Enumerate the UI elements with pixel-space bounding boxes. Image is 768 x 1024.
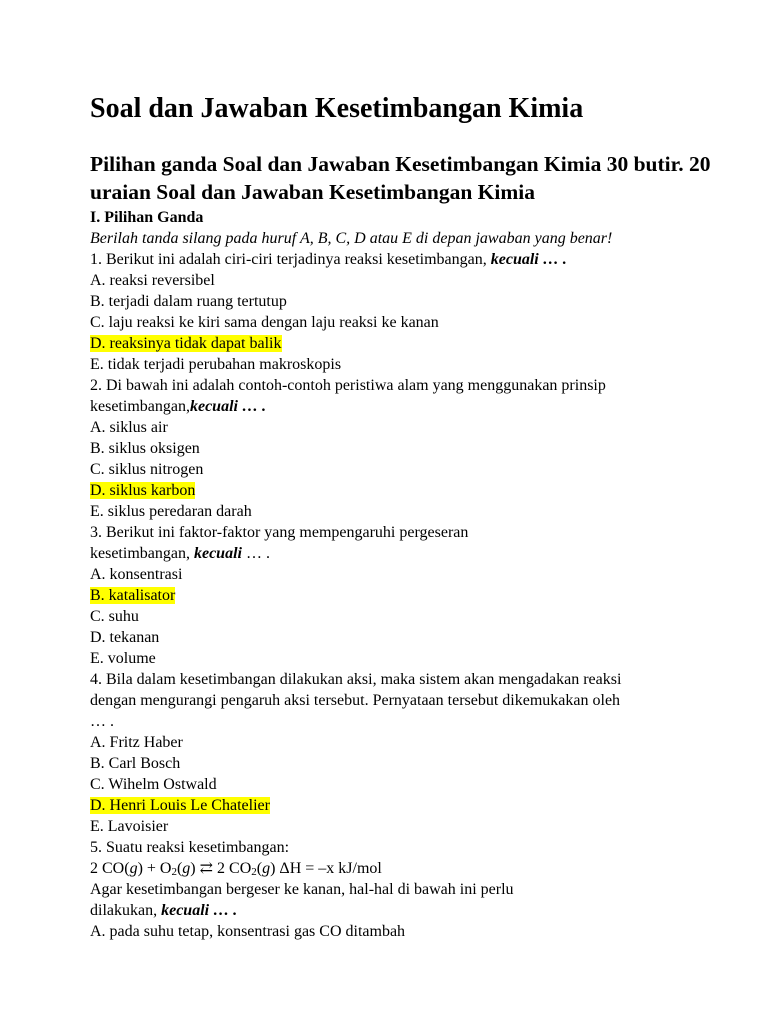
q1-option-d-answer — [90, 333, 728, 354]
question-3-line-2 — [90, 543, 728, 564]
q3-option-a: A. konsentrasi — [90, 566, 183, 583]
question-5-line-1: 5. Suatu reaksi kesetimbangan: — [90, 839, 290, 856]
equation-subscript: 2 — [171, 866, 177, 878]
q4-answer-highlight: D. Henri Louis Le Chatelier — [90, 797, 270, 814]
equation-part: ) + O — [137, 860, 172, 877]
question-4-line-1: 4. Bila dalam kesetimbangan dilakukan aksi, maka sistem akan mengadakan reaksi — [90, 671, 622, 688]
question-1 — [90, 249, 728, 270]
q1-option-c: C. laju reaksi ke kiri sama dengan laju reaksi ke kanan — [90, 314, 439, 331]
section-title: I. Pilihan Ganda — [90, 209, 204, 226]
question-5-equation — [90, 858, 728, 879]
question-4-line-3: … . — [90, 713, 114, 730]
q2-option-d-answer — [90, 480, 728, 501]
question-3-keyword: kecuali — [193, 545, 242, 562]
q4-option-d-answer — [90, 795, 728, 816]
q1-option-a: A. reaksi reversibel — [90, 272, 215, 289]
q2-answer-highlight: D. siklus karbon — [90, 482, 196, 499]
question-2-keyword: kecuali … . — [189, 398, 266, 415]
q1-option-e: E. tidak terjadi perubahan makroskopis — [90, 356, 342, 373]
q2-option-e: E. siklus peredaran darah — [90, 503, 252, 520]
q2-option-b: B. siklus oksigen — [90, 440, 200, 457]
equation-phase: g — [182, 860, 191, 877]
equation-phase: g — [129, 860, 138, 877]
question-5-keyword: kecuali … . — [161, 902, 238, 919]
question-5-text: dilakukan, — [90, 902, 162, 919]
q3-option-b-answer — [90, 585, 728, 606]
equation-part: 2 CO( — [90, 860, 130, 877]
instruction-text: Berilah tanda silang pada huruf A, B, C, D atau E di depan jawaban yang benar! — [90, 230, 613, 247]
q3-option-e: E. volume — [90, 650, 156, 667]
equation-subscript: 2 — [251, 866, 257, 878]
equation-part: ( — [256, 860, 263, 877]
q4-option-a: A. Fritz Haber — [90, 734, 183, 751]
q5-option-a: A. pada suhu tetap, konsentrasi gas CO ditambah — [90, 923, 406, 940]
document-title: Soal dan Jawaban Kesetimbangan Kimia — [90, 93, 584, 124]
equation-part: ) ΔH = –x kJ/mol — [270, 860, 382, 877]
question-3-text: kesetimbangan, — [90, 545, 194, 562]
equation-part: ( — [176, 860, 183, 877]
question-1-keyword: kecuali … . — [490, 251, 567, 268]
question-3-line-1: 3. Berikut ini faktor-faktor yang mempengaruhi pergeseran — [90, 524, 469, 541]
question-2-text: kesetimbangan, — [90, 398, 190, 415]
q2-option-c: C. siklus nitrogen — [90, 461, 204, 478]
question-4-line-2: dengan mengurangi pengaruh aksi tersebut. Pernyataan tersebut dikemukakan oleh — [90, 692, 621, 709]
question-1-text: 1. Berikut ini adalah ciri-ciri terjadinya reaksi kesetimbangan, — [90, 251, 491, 268]
question-5-line-2: Agar kesetimbangan bergeser ke kanan, hal-hal di bawah ini perlu — [90, 881, 514, 898]
q1-option-b: B. terjadi dalam ruang tertutup — [90, 293, 287, 310]
q1-answer-highlight: D. reaksinya tidak dapat balik — [90, 335, 282, 352]
document-subtitle: Pilihan ganda Soal dan Jawaban Kesetimbangan Kimia 30 butir. 20 uraian Soal dan Jawaban Kesetimbangan Kimia — [90, 152, 711, 204]
q3-option-c: C. suhu — [90, 608, 139, 625]
q2-option-a: A. siklus air — [90, 419, 168, 436]
equation-phase: g — [262, 860, 271, 877]
q4-option-c: C. Wihelm Ostwald — [90, 776, 217, 793]
question-5-line-3 — [90, 900, 728, 921]
question-2-line-2 — [90, 396, 728, 417]
question-2-line-1: 2. Di bawah ini adalah contoh-contoh peristiwa alam yang menggunakan prinsip — [90, 377, 606, 394]
q3-option-d: D. tekanan — [90, 629, 160, 646]
q4-option-e: E. Lavoisier — [90, 818, 169, 835]
q4-option-b: B. Carl Bosch — [90, 755, 181, 772]
equation-part: ) ⇄ 2 CO — [190, 860, 252, 877]
question-3-suffix: … . — [241, 545, 270, 562]
q3-answer-highlight: B. katalisator — [90, 587, 176, 604]
